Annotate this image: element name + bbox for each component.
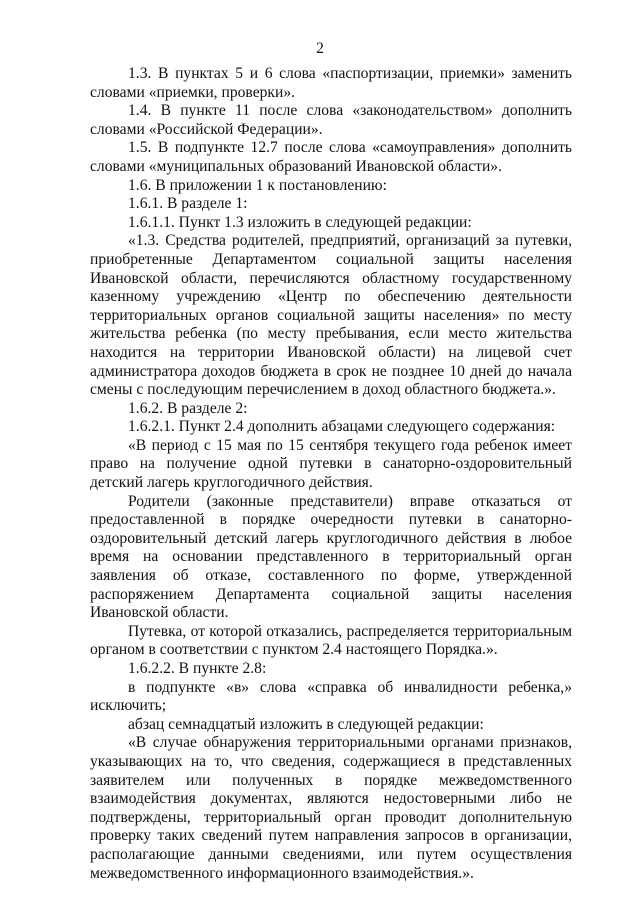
paragraph-1-3: 1.3. В пунктах 5 и 6 слова «паспортизации, приемки» заменить словами «приемки, проверки». [90, 65, 572, 101]
quoted-parents-refusal: Родители (законные представители) вправе отказаться от предоставленной в порядке очередности путевки в санаторно-оздоровительный детский лагерь круглогодичного действия в любое время на основании представленного в территориальный орган заявления об отказе, составленного по форме, утвержденной распоряжением Департамента социальной защиты населения Ивановской области. [90, 492, 572, 622]
paragraph-1-4: 1.4. В пункте 11 после слова «законодательством» дополнить словами «Российской Федерации». [90, 102, 572, 138]
paragraph-1-6-2-1: 1.6.2.1. Пункт 2.4 дополнить абзацами следующего содержания: [128, 418, 556, 436]
quoted-voucher-period: «В период с 15 мая по 15 сентября текущего года ребенок имеет право на получение одной путевки в санаторно-оздоровительный детский лагерь круглогодичного действия. [90, 436, 572, 492]
document-body [90, 65, 572, 883]
page-number: 2 [316, 40, 324, 57]
quoted-verification-clause: «В случае обнаружения территориальными органами признаков, указывающих на то, что сведения, содержащиеся в представленных заявителем или полученных в порядке межведомственного взаимодействия документах, являются недостоверными либо не подтверждены, территориальный орган проводит дополнительную проверку таких сведений путем направления запросов в организации, располагающие данными сведениями, или путем осуществления межведомственного информационного взаимодействия.». [90, 734, 572, 882]
paragraph-1-6-1: 1.6.1. В разделе 1: [128, 195, 248, 213]
quoted-clause-1-3: «1.3. Средства родителей, предприятий, организаций за путевки, приобретенные Департаментом социальной защиты населения Ивановской области, перечисляются областному государственному казенному учреждению «Центр по обеспечению деятельности территориальных органов социальной защиты населения» по месту жительства ребенка (по месту пребывания, если место жительства находится на территории Ивановской области) на лицевой счет администратора доходов бюджета в срок не позднее 10 дней до начала смены с последующим перечислением в доход областного бюджета.». [90, 232, 572, 399]
paragraph-seventeen-intro: абзац семнадцатый изложить в следующей редакции: [128, 715, 484, 733]
paragraph-1-6-1-1: 1.6.1.1. Пункт 1.3 изложить в следующей редакции: [128, 213, 472, 231]
paragraph-1-5: 1.5. В подпункте 12.7 после слова «самоуправления» дополнить словами «муниципальных образований Ивановской области». [90, 139, 572, 175]
paragraph-1-6: 1.6. В приложении 1 к постановлению: [128, 176, 387, 194]
paragraph-1-6-2: 1.6.2. В разделе 2: [128, 399, 248, 417]
subparagraph-v-exclusion: в подпункте «в» слова «справка об инвалидности ребенка,» исключить; [90, 678, 572, 715]
quoted-voucher-redistribution: Путевка, от которой отказались, распределяется территориальным органом в соответствии с пунктом 2.4 настоящего Порядка.». [90, 622, 572, 659]
paragraph-1-6-2-2: 1.6.2.2. В пункте 2.8: [128, 660, 267, 677]
